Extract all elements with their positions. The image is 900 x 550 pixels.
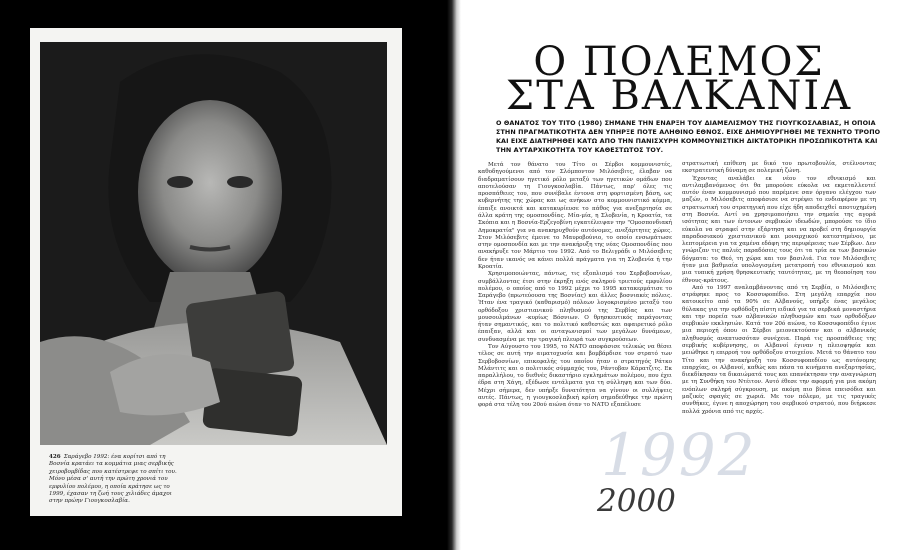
body-paragraph: Έχοντας αναλάβει εκ νέου τον εθνικισμό και αντιλαμβανόμενος ότι θα μπορούσε εύκολα να εκμεταλλευτεί αυτόν έναν κομμουνισμό που παρέμενε σαν όργανο ελέγχου των μαζών, ο Μιλόσεβιτς αποφάσισε να στρέψει το ενδιαφέρον με τη στρατιωτική του στρατηγική που είχε ήδη αποδειχθεί αποτυχημένη στη Βοσνία. Αντί να χρησιμοποιήσει την σημαία της αγορά ισότητας και των έντονων σερβικών ιδεωδών, μπορούσε το ίδιο εύκολα να στραφεί στην εξάρτηση και να προβεί στη δημιουργία παραδοσιακού χριστιανικού και μοναρχικού κατεστημένου, με λεπτομέρεια για τα χαμένα εδάφη της περιφέρειας των Σέρβων. Δεν γνώριζαν τις παλιές παραδόσεις τους ότι τα τρία εκ των βασικών δόγματα: το Θεό, τη χώρα και τον βασιλιά. Για τον Μιλόσεβιτς ήταν μια βαθμιαία υπολογισμένη μετατροπή του εθνικισμού και μια τυπική χρήση θρησκευτικής ταυτότητας, με τη θεοποίηση του έθνους-κράτους.: [682, 175, 876, 284]
title-line-1: Ο ΠΟΛΕΜΟΣ: [533, 39, 825, 85]
body-paragraph: Από το 1997 αναλαμβάνοντας από τη Σερβία, ο Μιλόσεβιτς στράφηκε προς το Κοσσυφοπέδιο. Στη μεγάλη επαρχία που κατοικείτο από τα 90% σε Αλβανούς, υπήρξε ένας μεγάλος θύλακας για την ορθόδοξη πίστη ειδικά για τα σερβικά μοναστήρια και την πορεία των αλβανικών πληθυσμών και των ορθοδόξων σερβικών εκκλησιών. Κατά τον 20ό αιώνα, το Κοσσυφοπέδιο έγινε μια περιοχή όπου οι Σέρβοι μειονεκτούσαν και ο αλβανικός πληθυσμός αναπτυσσόταν συνέχεια. Παρά τις προσπάθειες της σερβικής κυβέρνησης, οι Αλβανοί έγιναν η πλειοψηφία και μειώθηκε η επιρροή του ορθόδοξου στοιχείου. Μετά το θάνατο του Τίτο και την ανακήρυξη του Κοσσυφοπεδίου ως αυτόνομης επαρχίας, οι Αλβανοί, καθώς και πάσα τα κινήματα ανεξαρτησίας, διεκδίκησαν τα δικαιώματά τους και επανέκτησαν την αναγνώριση με τη Συνθήκη του Ντέιτον. Αυτό έθεσε την αφορμή για μια ακόμη ενόπλων σκληρή σύγκρουση, με ακόμη πιο βίαια επεισόδια και μαζικές σφαγές σε χωριά. Με τον πόλεμο, με τις τραγικές συνθήκες, έγινε η αποχώρηση του σερβικού στρατού, που διήρκεσε πολλά χρόνια από τις αρχές.: [682, 284, 876, 415]
body-column-left: [478, 162, 672, 410]
caption-number: 426: [49, 454, 61, 460]
body-paragraph: Μετά τον θάνατο του Τίτο οι Σέρβοι κομμουνιστές, καθοδηγούμενοι από τον Σλόμποντον Μιλόσεβιτς, έλαβαν να διαδραματίσουν ηγετικό ρόλο μεταξύ των ηγετικών ομάδων που αποτελούσαν τη Γιουγκοσλαβία. Πάντως, παρ' όλες τις προσπάθειες του, που συνέβαλε έντονα στη φορτισμένη βάση, ως κυβερνήτης της χώρας και ως ανήκων στο κομμουνιστικό κόμμα, έπαιξε ανοικτά και κατακυρίευσε το πάθος για ανεξαρτησία σε άλλα κράτη της ομοσπονδίας. Μία-μία, η Σλοβενία, η Κροατία, τα Σκόπια και η Βοσνία-Ερζεγοβίνη εγκατέλειψαν την "Ομοσπονδιακή Δημοκρατία" για να ανακηρυχθούν αυτόνομες, ανεξάρτητες χώρες. Στον Μιλόσεβιτς έμεινε το Μαυροβούνιο, το οποίο ενσωμάτωσε στην ομοσπονδία και με την ανακήρυξη της νέας Ομοσπονδίας που ανακήρυξε τον Μάρτιο του 1992. Από το Βελιγράδι ο Μιλόσεβιτς δεν ήταν ικανός να κάνει πολλά πράγματα για τη Σλοβενία ή την Κροατία.: [478, 162, 672, 270]
intro-paragraph: Ο ΘΑΝΑΤΟΣ ΤΟΥ ΤΙΤΟ (1980) ΣΗΜΑΝΕ ΤΗΝ ΕΝΑΡΞΗ ΤΟΥ ΔΙΑΜΕΛΙΣΜΟΥ ΤΗΣ ΓΙΟΥΓΚΟΣΛΑΒΙΑΣ, Η ΟΠΟΙΑ ΣΤΗΝ ΠΡΑΓΜΑΤΙΚΟΤΗΤΑ ΔΕΝ ΥΠΗΡΞΕ ΠΟΤΕ ΑΛΗΘΙΝΟ ΕΘΝΟΣ. ΕΙΧΕ ΔΗΜΙΟΥΡΓΗΘΕΙ ΜΕ ΤΕΧΝΗΤΟ ΤΡΟΠΟ ΚΑΙ ΕΙΧΕ ΔΙΑΤΗΡΗΘΕΙ ΚΑΤΩ ΑΠΟ ΤΗΝ ΠΑΝΙΣΧΥΡΗ ΚΟΜΜΟΥΝΙΣΤΙΚΗ ΔΙΚΤΑΤΟΡΙΚΗ ΠΡΟΣΩΠΙΚΟΤΗΤΑ ΚΑΙ ΤΗΝ ΑΥΤΑΡΧΙΚΟΤΗΤΑ ΤΟΥ ΚΑΘΕΣΤΩΤΟΣ ΤΟΥ.: [496, 119, 881, 154]
right-page: [458, 0, 900, 550]
body-paragraph: στρατιωτική επίθεση με δικό του πρωτοβουλία, στέλνοντας εκστρατευτική δύναμη σε πολεμική ζώνη.: [682, 161, 876, 175]
body-paragraph: Τον Αύγουστο του 1995, το ΝΑΤΟ αποφάσισε τελικώς να θέσει τέλος σε αυτή την αιματοχυσία και βομβάρδισε τον στρατό των Σερβοβοσνίων, επικεφαλής του οποίου ήταν ο στρατηγός Ράτκο Μλάντιτς και ο πολιτικός σύμμαχός του, Ράντοβαν Κάρατζιτς. Εκ παραλλήλου, το διεθνές δικαστήριο εγκλημάτων πολέμου, που έχει έδρα στη Χάγη, εξέδωσε εντάλματα για τη σύλληψη και των δύο. Μέχρι σήμερα, δεν υπήρξε δυνατότητα να γίνουν οι συλλήψεις αυτές. Πάντως, η γιουγκοσλαβική κρίση σημαδεύθηκε την πρώτη φορά στα τέλη του 20ού αιώνα όταν το ΝΑΤΟ εξαπέλυσε: [478, 344, 672, 409]
year-bold: 2000: [597, 483, 676, 519]
caption-text: Σαράγεβο 1992: ένα κορίτσι από τη Βοσνία κρατάει τα κομμάτια μιας σερβικής χειροβομβίδας που κατέστρεψε το σπίτι του. Μόνο μέσα σ' αυτή την πρώτη χρονιά του εμφυλίου πολέμου, η οποία κράτησε ως το 1999, έχασαν τη ζωή τους χιλιάδες άμαχοι στην πρώην Γιουγκοσλαβία.: [49, 454, 177, 505]
body-paragraph: Χρησιμοποιώντας, πάντως, τις εξοπλισμό του Σερβοβοσνίων, συμβάλλοντας έτσι στην έκρηξη ενός σκληρού τριετούς εμφυλίου πολέμου, ο οποίος από το 1992 μέχρι το 1995 κατακερμάτισε το Σαράγεβο (πρωτεύουσα της Βοσνίας) και άλλες βοσνιακές πόλεις. Ήταν ένα τραγικό (καθαρισμό) πόλεων λογοκρισμένο μεταξύ του ορθόδοξου χριστιανικού πληθυσμού της Σερβίας και των μουσουλμάνων -κυρίως Βόσνιων. Ο θρησκευτικός παράγοντας ήταν σημαντικός, και το πολιτικό καθεστώς και αφαιρετικό ρόλο έπαιξαν, αλλά και οι ανταγωνισμοί των μεγάλων δυνάμεων, συνδυασμένα με την τραγική πλευρά των συγκρούσεων.: [478, 271, 672, 343]
girl-photo: [40, 42, 387, 445]
year-faded: 1992: [601, 421, 757, 489]
body-column-right: [682, 161, 876, 416]
photo-caption: [49, 454, 185, 506]
photo-illustration: [40, 42, 387, 445]
title-line-2: ΣΤΑ ΒΑΛΚΑΝΙΑ: [505, 73, 853, 119]
